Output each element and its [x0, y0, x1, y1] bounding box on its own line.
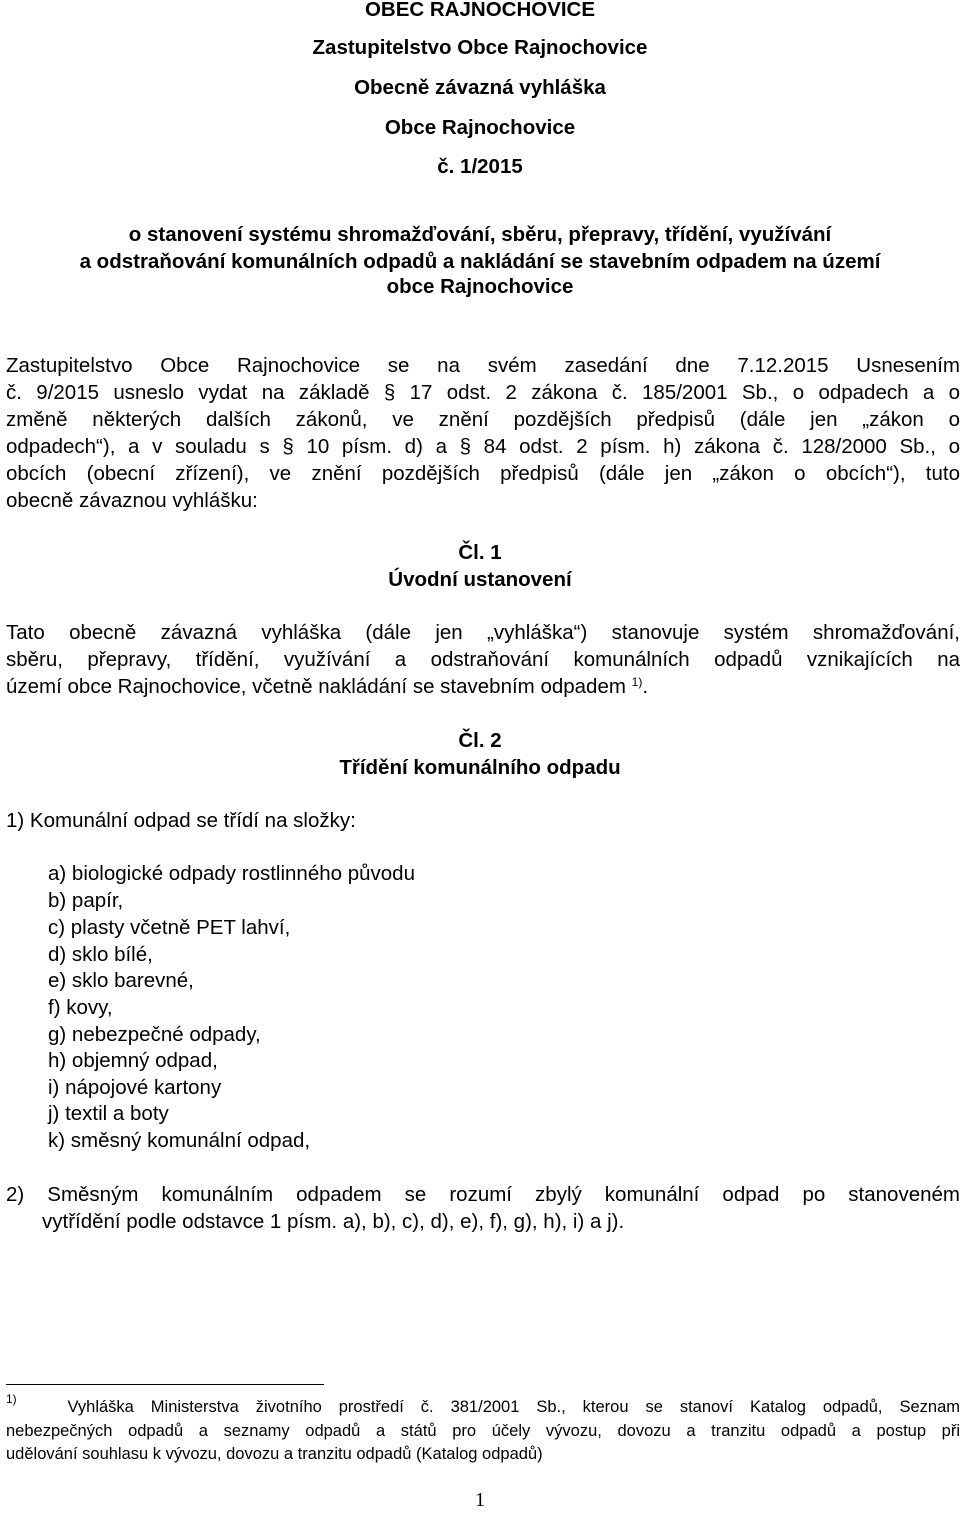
municipality-name: OBEC RAJNOCHOVICE [364, 0, 596, 21]
article-1-last-line-text: území obce Rajnochovice, včetně nakládání se stavebním odpadem [6, 675, 626, 698]
article-1-last-line-end: . [642, 675, 649, 698]
article-2-paragraph-1: 1) Komunální odpad se třídí na složky: [6, 809, 356, 832]
article-2-title: Třídění komunálního odpadu [339, 756, 621, 779]
council-name: Zastupitelstvo Obce Rajnochovice [312, 36, 648, 59]
list-item: k) směsný komunální odpad, [48, 1129, 311, 1152]
footnote-line: nebezpečných odpadů a seznamy odpadů a států pro účely vývozu, dovozu a tranzitu odpadů a postup při [6, 1422, 960, 1440]
footnote-reference: 1) [631, 675, 643, 689]
subject-line-2: a odstraňování komunálních odpadů a nakládání se stavebním odpadem na území [79, 250, 881, 273]
footnote-text: Vyhláška Ministerstva životního prostředí č. 381/2001 Sb., kterou se stanoví Katalog odpadů, Seznam [67, 1398, 960, 1416]
list-item: j) textil a boty [48, 1102, 169, 1125]
list-item: c) plasty včetně PET lahví, [48, 916, 291, 939]
list-item: i) nápojové kartony [48, 1076, 222, 1099]
list-item: h) objemný odpad, [48, 1049, 218, 1072]
article-2-paragraph-2-line: 2) Směsným komunálním odpadem se rozumí zbylý komunální odpad po stanoveném [6, 1183, 960, 1206]
list-item: d) sklo bílé, [48, 943, 153, 966]
subject-line-3: obce Rajnochovice [386, 275, 574, 298]
list-item: g) nebezpečné odpady, [48, 1023, 261, 1046]
article-2-number: Čl. 2 [458, 729, 502, 752]
footnote-line [6, 1392, 960, 1419]
article-1-line: Tato obecně závazná vyhláška (dále jen „vyhláška“) stanovuje systém shromažďování, [6, 621, 960, 644]
article-1-title: Úvodní ustanovení [388, 568, 572, 591]
list-item: b) papír, [48, 889, 124, 912]
preamble-line: změně některých dalších zákonů, ve znění pozdějších předpisů (dále jen „zákon o [6, 408, 960, 431]
document-number: č. 1/2015 [437, 155, 523, 178]
preamble-line: č. 9/2015 usneslo vydat na základě § 17 odst. 2 zákona č. 185/2001 Sb., o odpadech a o [6, 381, 960, 404]
footnote-mark: 1) [6, 1392, 17, 1406]
list-item: a) biologické odpady rostlinného původu [48, 862, 415, 885]
list-item: f) kovy, [48, 996, 113, 1019]
article-1-last-line [6, 673, 648, 700]
issuing-municipality: Obce Rajnochovice [384, 116, 576, 139]
preamble-line: obecně závaznou vyhlášku: [6, 489, 258, 512]
preamble-line: Zastupitelstvo Obce Rajnochovice se na svém zasedání dne 7.12.2015 Usnesením [6, 354, 960, 377]
article-1-line: sběru, přepravy, třídění, využívání a odstraňování komunálních odpadů vznikajících na [6, 648, 960, 671]
subject-line-1: o stanovení systému shromažďování, sběru, přepravy, třídění, využívání [128, 223, 832, 246]
article-1-number: Čl. 1 [458, 541, 502, 564]
page-number: 1 [475, 1489, 485, 1511]
footnote-line: udělování souhlasu k vývozu, dovozu a tranzitu odpadů (Katalog odpadů) [6, 1445, 543, 1463]
list-item: e) sklo barevné, [48, 969, 194, 992]
article-2-paragraph-2-line: vytřídění podle odstavce 1 písm. a), b), c), d), e), f), g), h), i) a j). [42, 1210, 625, 1233]
document-type: Obecně závazná vyhláška [354, 76, 606, 99]
footnote-separator [6, 1384, 324, 1385]
preamble-line: obcích (obecní zřízení), ve znění pozdějších předpisů (dále jen „zákon o obcích“), tuto [6, 462, 960, 485]
preamble-line: odpadech“), a v souladu s § 10 písm. d) a § 84 odst. 2 písm. h) zákona č. 128/2000 Sb., o [6, 435, 960, 458]
